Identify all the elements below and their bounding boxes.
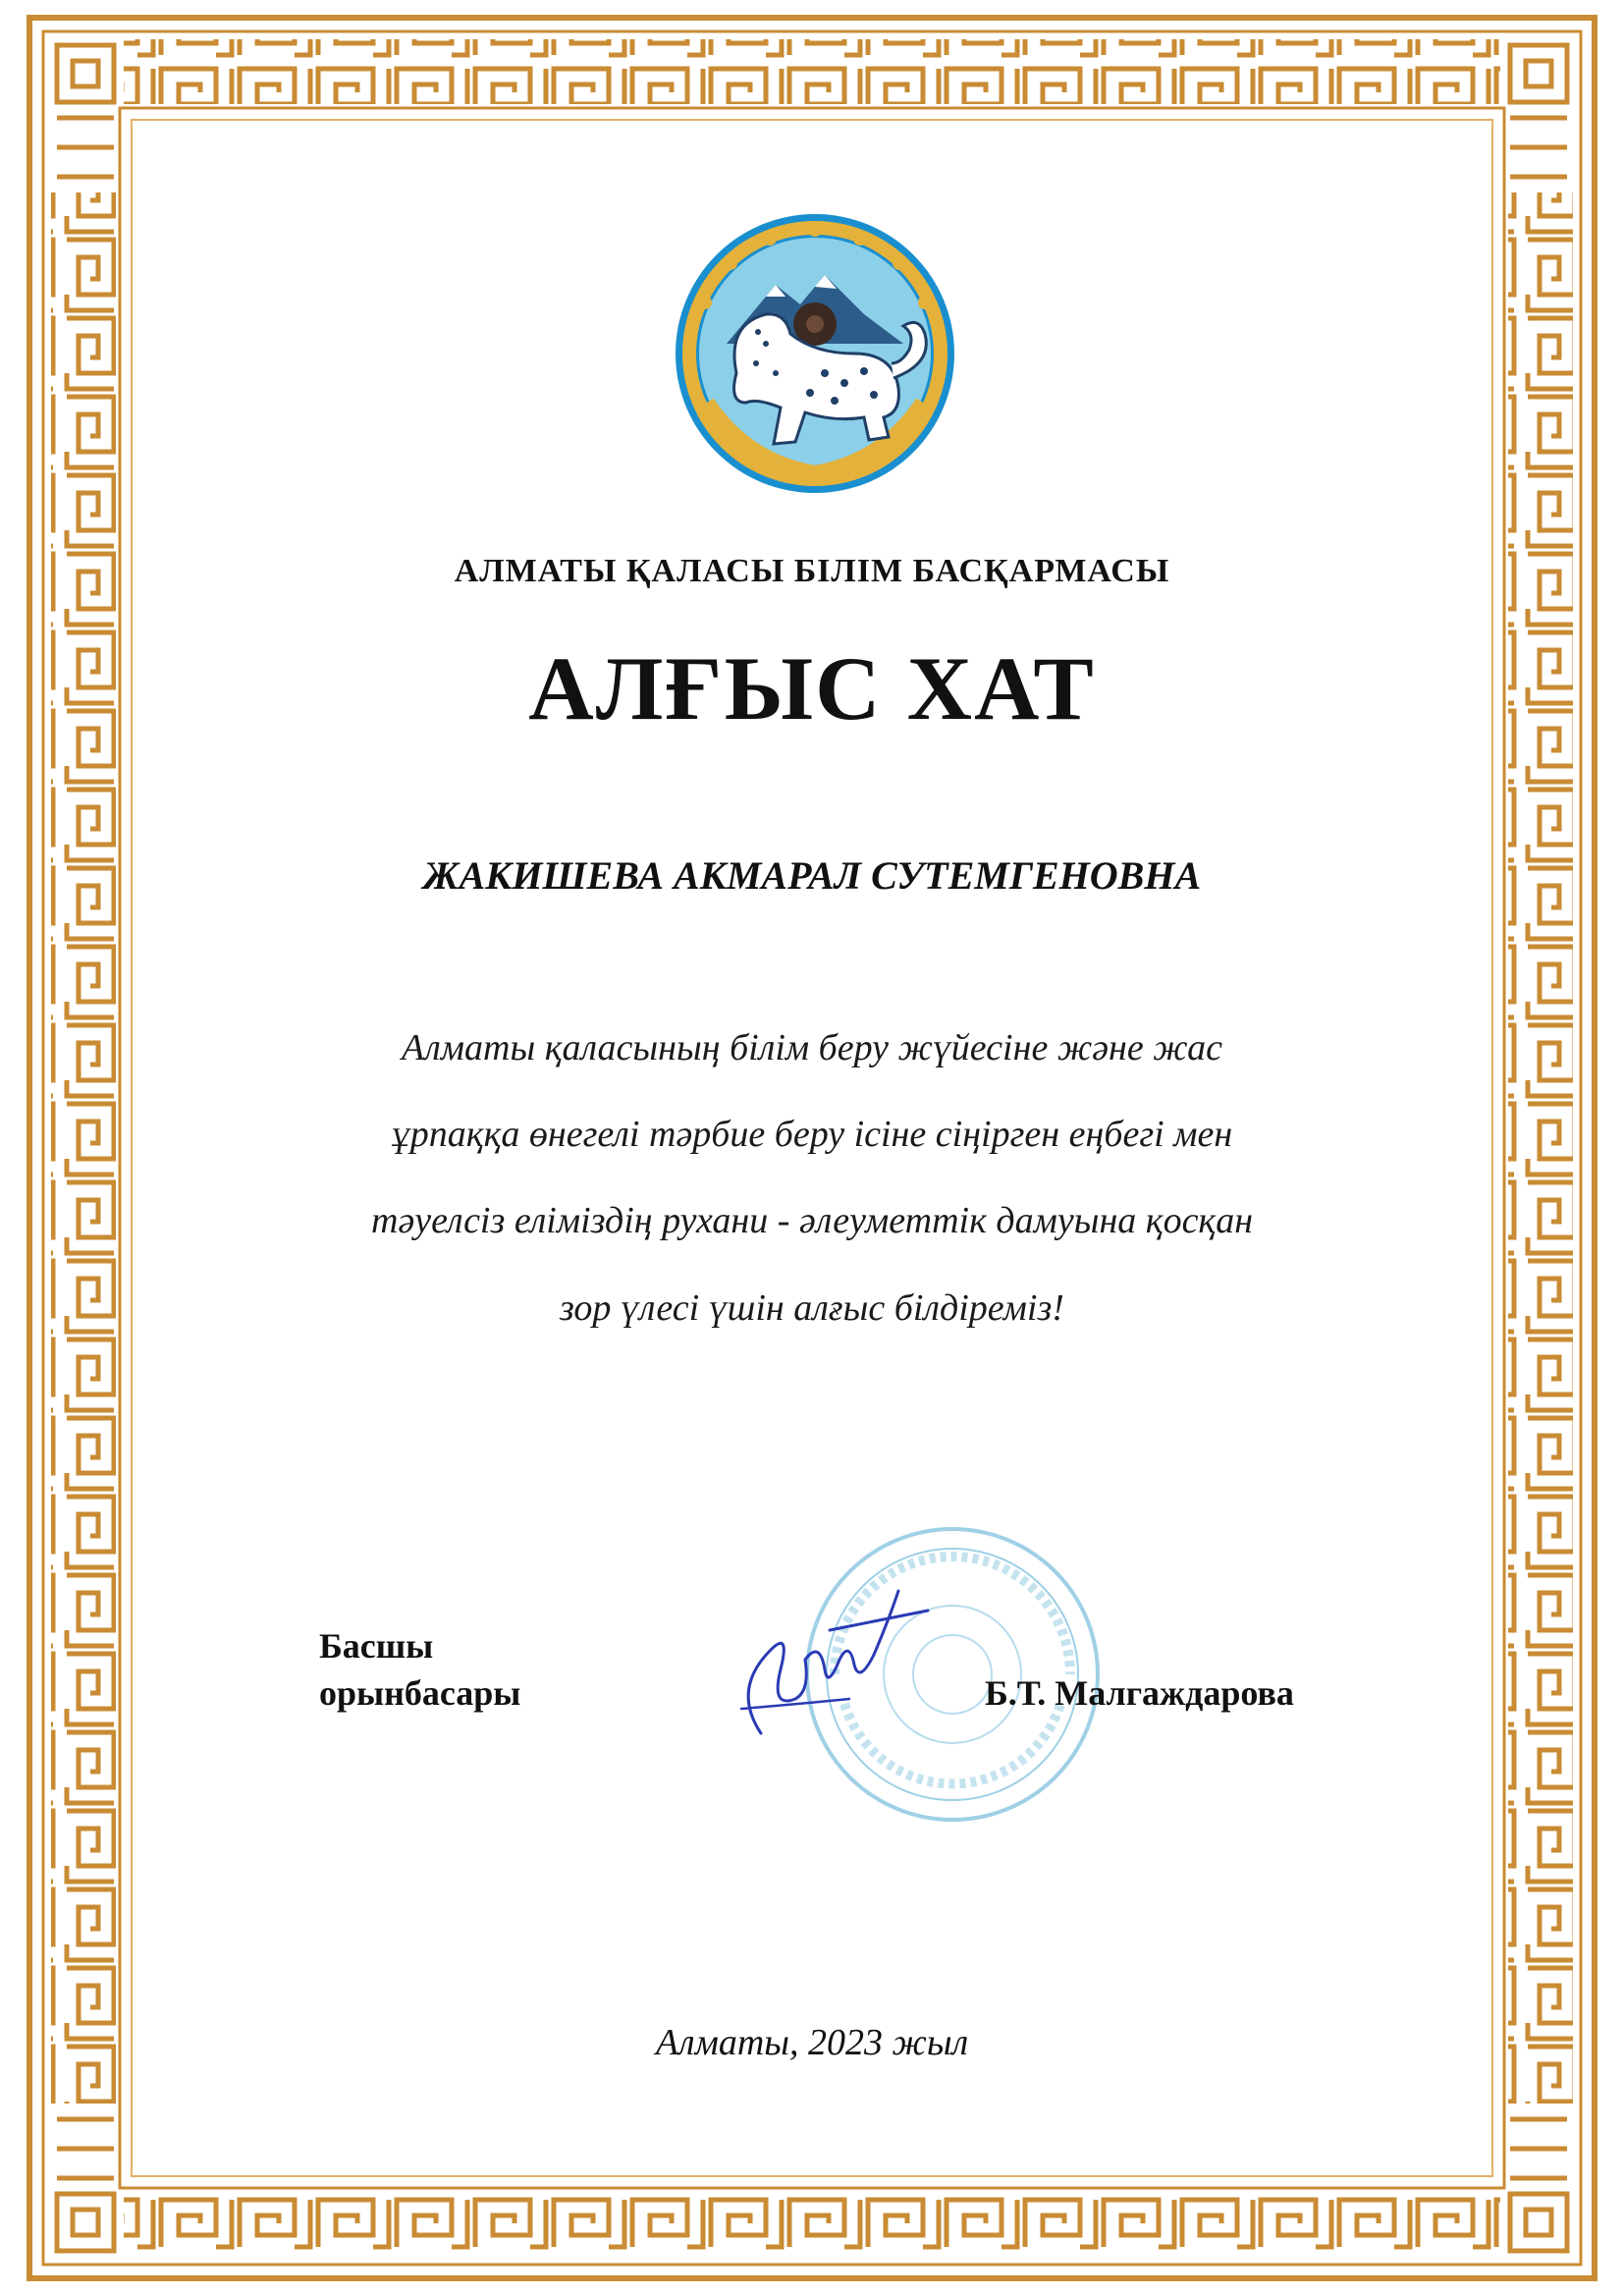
signatory-role-line: Басшы <box>319 1626 434 1666</box>
recipient-name: ЖАКИШЕВА АКМАРАЛ СУТЕМГЕНОВНА <box>422 853 1202 898</box>
handwritten-signature-icon <box>712 1561 938 1758</box>
body-text-line: зор үлесі үшін алғыс білдіреміз! <box>560 1287 1064 1329</box>
place-and-year: Алматы, 2023 жыл <box>655 2022 969 2063</box>
document-title: АЛҒЫС ХАТ <box>528 638 1096 738</box>
almaty-coat-of-arms-icon <box>668 206 962 501</box>
issuer-organization: АЛМАТЫ ҚАЛАСЫ БІЛІМ БАСҚАРМАСЫ <box>454 553 1170 589</box>
body-text-line: ұрпаққа өнегелі тәрбие беру ісіне сіңірген еңбегі мен <box>391 1114 1233 1155</box>
signatory-name: Б.Т. Малгаждарова <box>985 1673 1294 1713</box>
signatory-role-line: орынбасары <box>319 1673 521 1713</box>
body-text-line: тәуелсіз еліміздің рухани - әлеуметтік дамуына қосқан <box>370 1200 1254 1241</box>
body-text-line: Алматы қаласының білім беру жүйесіне және жас <box>402 1027 1222 1068</box>
